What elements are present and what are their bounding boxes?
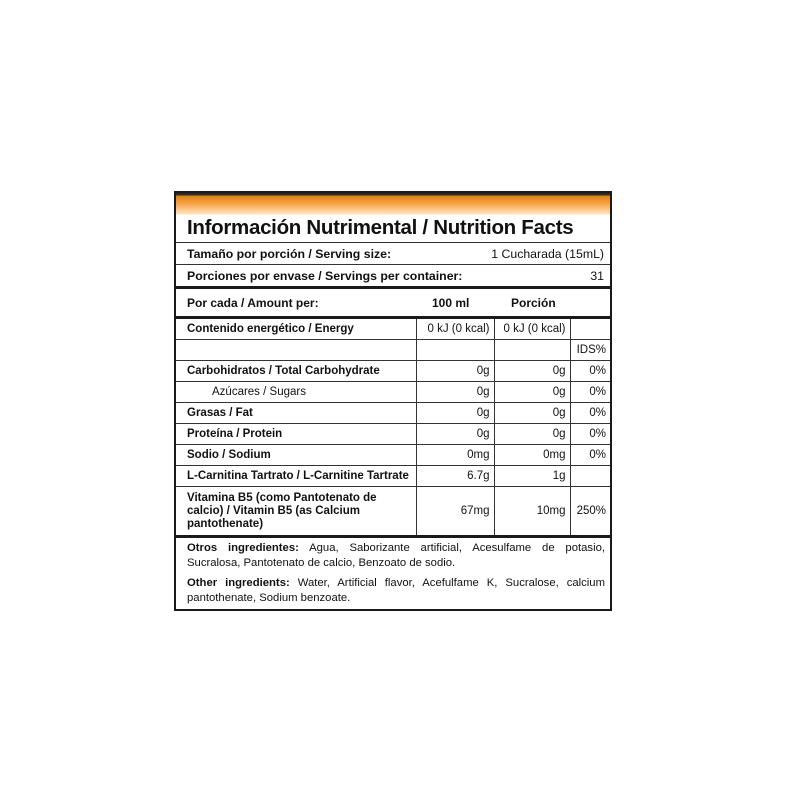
value-per-100ml: 0 kJ (0 kcal) [416,319,494,340]
value-ids [570,319,610,340]
value-per-portion: 0g [494,361,570,382]
ingredients-spanish-text: Agua, Saborizante artificial, Acesulfame de potasio, Sucralosa, Pantotenato de calcio, Benzoato de sodio. [187,542,605,569]
column-header-100ml: 100 ml [432,296,470,310]
nutrient-table [176,319,610,535]
nutrient-name: Sodio / Sodium [176,445,416,466]
ingredients-spanish-label: Otros ingredientes: [187,542,299,554]
value-ids: 250% [576,505,606,517]
value-per-100ml: 6.7g [416,466,494,487]
value-per-portion: 0g [494,424,570,445]
value-per-portion: 0g [494,382,570,403]
nutrient-row [176,382,610,403]
nutrient-row [176,445,610,466]
nutrient-name: Proteína / Protein [176,424,416,445]
value-ids: 0% [570,361,610,382]
servings-per-container-label: Porciones por envase / Servings per container: [187,268,463,283]
value-ids: 0% [570,403,610,424]
value-per-portion: 0mg [494,445,570,466]
nutrient-row [176,466,610,487]
ids-header-row [176,340,610,361]
nutrient-name: L-Carnitina Tartrato / L-Carnitine Tartrate [176,466,416,487]
nutrient-name: Azúcares / Sugars [176,382,416,403]
ingredients-section [176,535,610,609]
ingredients-english-label: Other ingredients: [187,577,290,589]
servings-per-container-value: 31 [590,268,604,283]
nutrient-row [176,403,610,424]
servings-per-container-row [176,265,610,289]
value-per-100ml: 0g [416,382,494,403]
value-ids: 0% [570,382,610,403]
value-per-100ml: 0g [416,361,494,382]
value-per-portion: 1g [494,466,570,487]
value-ids: 0% [570,445,610,466]
value-ids: 0% [570,424,610,445]
nutrient-row [176,424,610,445]
serving-size-value: 1 Cucharada (15mL) [491,246,604,261]
nutrient-row [176,487,610,536]
nutrition-facts-label [174,191,612,611]
nutrient-name: Grasas / Fat [176,403,416,424]
ids-header: IDS% [570,340,610,361]
value-per-100ml: 0g [416,403,494,424]
value-ids [570,466,610,487]
nutrient-name: Carbohidratos / Total Carbohydrate [176,361,416,382]
ingredients-english-text: Water, Artificial flavor, Acefulfame K, Sucralose, calcium pantothenate, Sodium benzoate. [187,577,606,604]
column-header-portion: Porción [511,296,556,310]
serving-size-row [176,243,610,265]
value-per-100ml: 0mg [416,445,494,466]
amount-per-label: Por cada / Amount per: [187,296,319,310]
serving-size-label: Tamaño por porción / Serving size: [187,246,392,261]
orange-header-bar [176,193,610,215]
nutrient-row [176,361,610,382]
nutrient-name: Vitamina B5 (como Pantotenato de calcio) / Vitamin B5 (as Calcium pantothenate) [176,487,416,536]
amount-per-row [176,289,610,319]
energy-row [176,319,610,340]
nutrient-name: Contenido energético / Energy [176,319,416,340]
ingredients-english [187,576,605,605]
value-per-100ml: 67mg [416,487,494,536]
value-per-portion: 10mg [494,487,570,536]
value-per-portion: 0 kJ (0 kcal) [494,319,570,340]
value-per-100ml: 0g [416,424,494,445]
label-title: Información Nutrimental / Nutrition Facts [176,215,610,243]
value-per-portion: 0g [494,403,570,424]
ingredients-spanish [187,541,605,570]
